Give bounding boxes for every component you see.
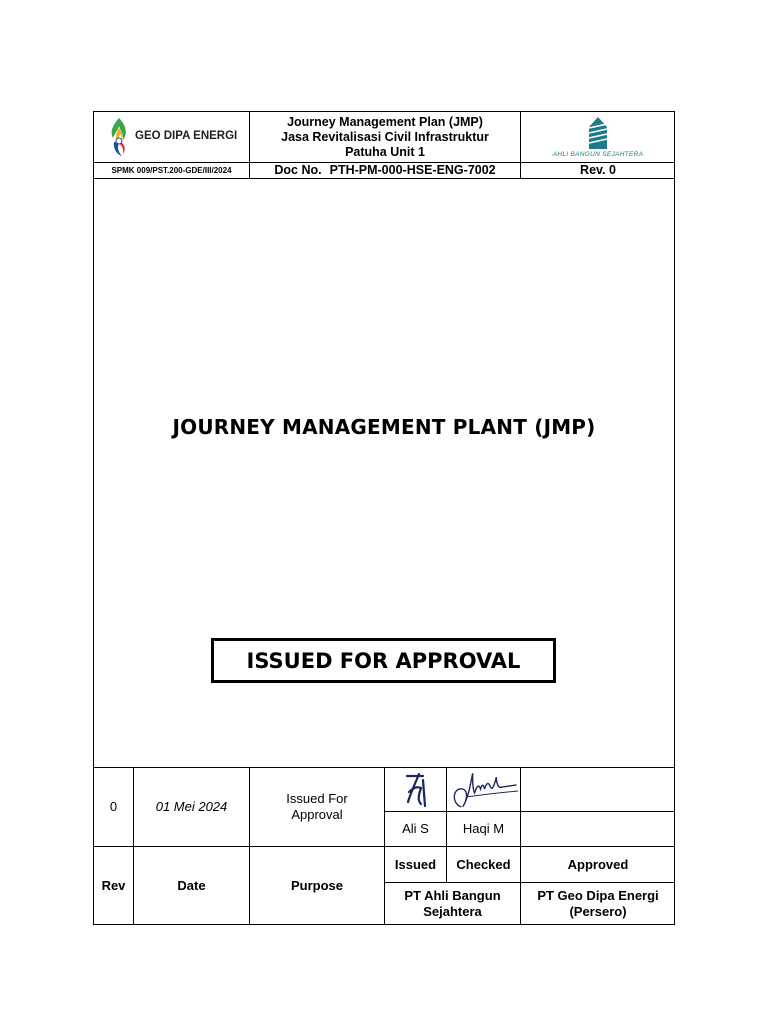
issued-by-cell (385, 812, 446, 846)
issued-signature (385, 768, 446, 811)
date-header: Date (177, 878, 206, 894)
doc-number-cell (250, 163, 520, 178)
client-logo (94, 112, 249, 162)
client-logo-text: GEO DIPA ENERGI (135, 130, 238, 143)
revision-label: Rev. 0 (580, 163, 616, 177)
checked-header-cell (447, 847, 520, 882)
status-stamp (211, 638, 556, 683)
doc-number-value: PTH-PM-000-HSE-ENG-7002 (329, 163, 496, 177)
date-value: 01 Mei 2024 (155, 799, 228, 815)
rev-value-cell (94, 768, 133, 846)
purpose-value: Issued For Approval (286, 791, 348, 822)
contractor-company: PT Ahli Bangun Sejahtera (404, 888, 501, 919)
checked-header: Checked (456, 856, 511, 872)
contractor-company-cell (385, 883, 520, 925)
revision-label-cell (521, 163, 675, 178)
date-header-cell (134, 847, 249, 925)
document-title-block (94, 410, 674, 444)
date-value-cell (134, 768, 249, 846)
contractor-logo-text: AHLI BANGUN SEJAHTERA (552, 151, 644, 159)
header-title-line3: Patuha Unit 1 (345, 144, 425, 159)
purpose-value-cell (250, 768, 384, 846)
purpose-header: Purpose (290, 878, 343, 894)
header-title-line2: Jasa Revitalisasi Civil Infrastruktur (281, 129, 489, 144)
doc-number-label: Doc No. (274, 163, 322, 177)
client-company-cell (521, 883, 675, 925)
document-title: JOURNEY MANAGEMENT PLANT (JMP) (172, 415, 596, 439)
checked-by-cell (447, 812, 520, 846)
purpose-header-cell (250, 847, 384, 925)
header-bottom-border (93, 178, 675, 179)
issued-signature-mark (399, 770, 433, 810)
issued-by-name: Ali S (402, 821, 429, 837)
contractor-logo (521, 112, 675, 162)
client-reference (94, 163, 249, 178)
status-stamp-text: ISSUED FOR APPROVAL (246, 648, 521, 673)
approved-header: Approved (567, 856, 629, 872)
rev-header-cell (94, 847, 133, 925)
ahli-bangun-building-icon (585, 115, 611, 149)
client-ref-text: SPMK 009/PST.200-GDE/III/2024 (111, 165, 232, 175)
header-title-line1: Journey Management Plan (JMP) (287, 114, 483, 129)
issued-header-cell (385, 847, 446, 882)
approved-header-cell (521, 847, 675, 882)
rev-header: Rev (101, 878, 126, 894)
approved-by-cell (521, 812, 675, 846)
issued-header: Issued (394, 856, 437, 872)
geo-dipa-flame-icon (108, 116, 130, 158)
checked-by-name: Haqi M (462, 821, 505, 837)
checked-signature-mark (447, 767, 520, 813)
rev-value: 0 (109, 799, 118, 815)
client-company: PT Geo Dipa Energi (Persero) (537, 888, 659, 919)
checked-signature (447, 768, 520, 811)
header-title-block (250, 112, 520, 162)
